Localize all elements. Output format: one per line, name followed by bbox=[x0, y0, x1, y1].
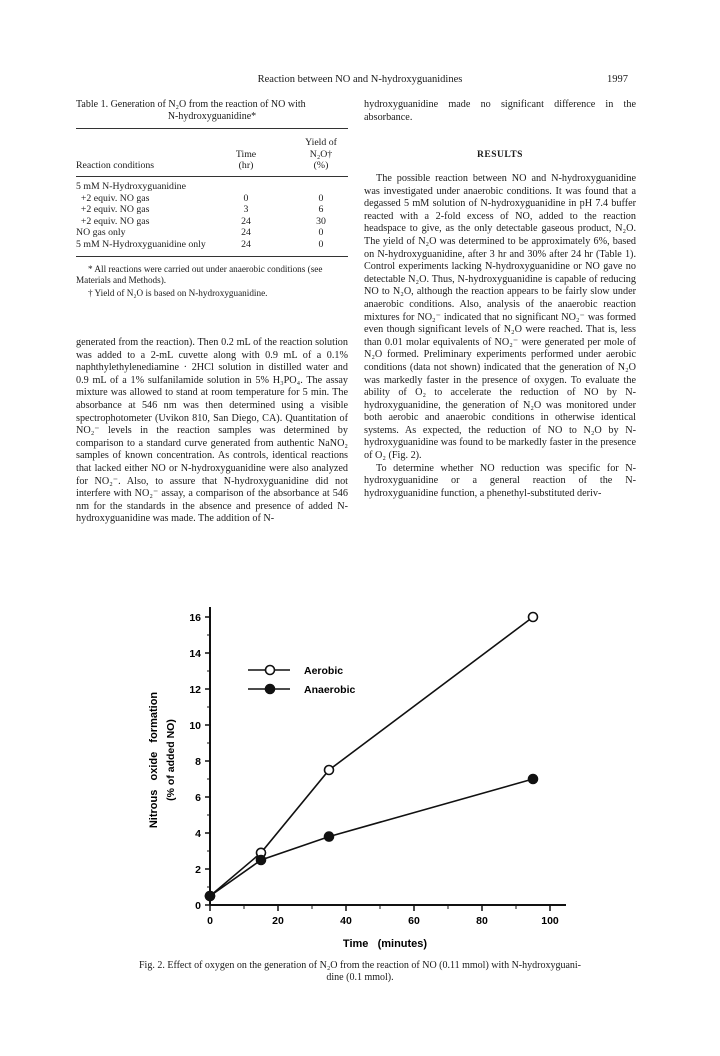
legend-label-aerobic: Aerobic bbox=[304, 665, 344, 677]
table-caption-line2: N-hydroxyguanidine* bbox=[167, 111, 257, 122]
results-paragraph-1: The possible reaction between NO and N-hydroxyguanidine was investigated under anaerobic conditions. It was found that a degassed 5 mM solution of N-hydroxyguanidine in pH 7.4 buffer reacted with a 2-fold excess of NO, added to the reaction headspace to give, as the only detectable gaseous product, N₂O. The yield of N₂O was determined to be approximately 6%, based on N-hydroxyguanidine, after 3 hr and 30% after 24 hr (Table 1). Control experiments lacking N-hydroxyguanidine or NO gave no detectable N₂O. Thus, N-hydroxyguanidine is capable of reducing NO to N₂O, although the reaction appears to be fairly slow under anaerobic conditions. Also, analysis of the anaerobic reaction mixtures for NO₂⁻ indicated that no significant NO₂⁻ was formed even though significant levels of N₂O were reached. That is, less than 0.01 molar equivalents of NO₂⁻ were generated per mole of N₂O formed. Preliminary experiments performed under aerobic conditions (data not shown) indicated that the generation of N₂O was markedly faster in the presence of oxygen. To evaluate the ability of O₂ to accelerate the reduction of NO by N-hydroxyguanidine, the generation of N₂O was monitored under both aerobic and anaerobic conditions in otherwise identical systems. As expected, the reduction of NO to N₂O by N-hydroxyguanidine was found to be markedly faster in the presence of O₂ (Fig. 2). bbox=[364, 173, 636, 462]
table-footnote-2: † Yield of N₂O is based on N-hydroxyguanidine. bbox=[88, 288, 268, 298]
legend-marker-aerobic bbox=[266, 666, 275, 675]
data-point-anaerobic bbox=[529, 775, 538, 784]
y-axis-label-line2: (% of added NO) bbox=[165, 719, 177, 801]
results-paragraph-2: To determine whether NO reduction was specific for N-hydroxyguanidine or a general reaction of the N-hydroxyguanidine function, a phenethyl-substituted deriv- bbox=[364, 462, 636, 499]
cell-conditions: NO gas only bbox=[76, 227, 126, 239]
y-tick-label: 10 bbox=[189, 720, 201, 732]
cell-time: 24 bbox=[241, 215, 251, 227]
figure-caption-line1: Fig. 2. Effect of oxygen on the generation of N₂O from the reaction of NO (0.11 mmol) with N-hydroxyguani- bbox=[139, 960, 581, 971]
chart-series bbox=[206, 613, 538, 901]
cell-yield: 30 bbox=[316, 215, 326, 227]
figure-caption-line2: dine (0.1 mmol). bbox=[326, 972, 394, 983]
cell-yield: 0 bbox=[318, 227, 324, 239]
results-heading: RESULTS bbox=[477, 150, 523, 160]
series-line-anaerobic bbox=[210, 779, 533, 896]
header-conditions: Reaction conditions bbox=[76, 160, 155, 172]
data-point-anaerobic bbox=[257, 856, 266, 865]
table-caption-line1: Table 1. Generation of N₂O from the reaction of NO with bbox=[76, 99, 306, 110]
cell-conditions: +2 equiv. NO gas bbox=[76, 192, 150, 204]
cell-time: 3 bbox=[243, 204, 249, 216]
table-footnote-1: * All reactions were carried out under anaerobic conditions (see Materials and Methods). bbox=[76, 264, 323, 285]
x-tick-label: 100 bbox=[541, 915, 559, 927]
cell-yield: 0 bbox=[318, 238, 324, 250]
intro-paragraph: hydroxyguanidine made no significant difference in the absorbance. bbox=[364, 99, 636, 123]
x-tick-label: 60 bbox=[408, 915, 420, 927]
x-tick-label: 0 bbox=[207, 915, 213, 927]
x-tick-label: 20 bbox=[272, 915, 284, 927]
chart-ticks bbox=[189, 612, 559, 927]
header-yield-1: Yield of bbox=[305, 137, 337, 148]
cell-yield: 6 bbox=[318, 204, 324, 216]
header-time-2: (hr) bbox=[238, 160, 254, 172]
data-point-anaerobic bbox=[325, 832, 334, 841]
data-point-anaerobic bbox=[206, 892, 215, 901]
cell-conditions: +2 equiv. NO gas bbox=[76, 204, 150, 216]
cell-time: 24 bbox=[241, 238, 251, 250]
figure-caption bbox=[110, 960, 610, 984]
y-tick-label: 8 bbox=[195, 756, 201, 768]
y-tick-label: 14 bbox=[189, 648, 201, 660]
legend-marker-anaerobic bbox=[266, 685, 275, 694]
x-tick-label: 40 bbox=[340, 915, 352, 927]
y-tick-label: 2 bbox=[195, 864, 201, 876]
legend-label-anaerobic: Anaerobic bbox=[304, 684, 356, 696]
y-axis-label-line1: Nitrous oxide formation bbox=[148, 691, 160, 829]
y-tick-label: 4 bbox=[195, 828, 201, 840]
chart-legend bbox=[248, 665, 356, 696]
x-axis-label: Time (minutes) bbox=[342, 938, 428, 950]
y-tick-label: 16 bbox=[189, 612, 201, 624]
y-tick-label: 0 bbox=[195, 900, 201, 912]
data-point-aerobic bbox=[529, 613, 538, 622]
cell-time: 24 bbox=[241, 227, 251, 239]
page-number: 1997 bbox=[607, 74, 628, 85]
cell-conditions: 5 mM N-Hydroxyguanidine only bbox=[76, 238, 206, 250]
cell-time: 0 bbox=[243, 192, 249, 204]
cell-yield: 0 bbox=[318, 192, 324, 204]
x-tick-label: 80 bbox=[476, 915, 488, 927]
header-time-1: Time bbox=[235, 148, 257, 160]
header-yield-3: (%) bbox=[313, 160, 329, 172]
y-tick-label: 12 bbox=[189, 684, 201, 696]
methods-paragraph: generated from the reaction). Then 0.2 mL of the reaction solution was added to a 2-mL cuvette along with 0.9 mL of a 0.1% naphthylethylenediamine · 2HCl solution in distilled water and 0.9 mL of a 1% sulfanilamide solution in 5% H₃PO₄. The assay mixture was allowed to stand at room temperature for 5 min. The absorbance at 546 nm was then determined using a visible spectrophotometer (Uvikon 810, San Diego, CA). Quantitation of NO₂⁻ levels in the reaction samples was determined by comparison to a standard curve generated from authentic NaNO₂ samples of known concentration. As controls, identical reactions that lacked either NO or N-hydroxyguanidine were also analyzed for NO₂⁻. Also, to assure that N-hydroxyguanidine did not interfere with NO₂⁻ assay, a comparison of the absorbance at 546 nm for the standards in the absence and presence of added N-hydroxyguanidine was made. The addition of N- bbox=[76, 337, 348, 525]
running-header: Reaction between NO and N-hydroxyguanidines bbox=[257, 74, 463, 85]
cell-conditions: 5 mM N-Hydroxyguanidine bbox=[76, 181, 186, 192]
header-yield-2: N₂O† bbox=[309, 148, 333, 160]
y-tick-label: 6 bbox=[195, 792, 201, 804]
data-point-aerobic bbox=[325, 766, 334, 775]
cell-conditions: +2 equiv. NO gas bbox=[76, 215, 150, 227]
